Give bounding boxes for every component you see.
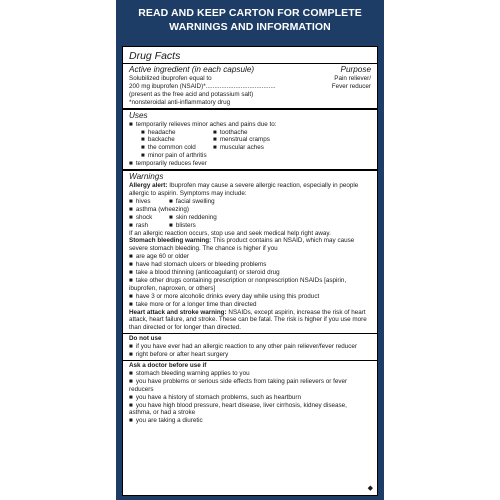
uses-fever: ■ temporarily reduces fever: [129, 160, 371, 168]
carton-banner: [116, 6, 384, 34]
list-item: ■ backache: [141, 136, 213, 144]
uses-heading: Uses: [129, 110, 148, 120]
list-item: ■ you are taking a diuretic: [129, 417, 371, 425]
active-line: Solubilized ibuprofen equal to: [129, 75, 212, 82]
banner-line-2: WARNINGS AND INFORMATION: [169, 21, 331, 33]
list-item: ■ menstrual cramps: [213, 136, 285, 144]
divider: [123, 108, 377, 110]
allergy-label: Allergy alert:: [129, 182, 168, 190]
divider: [123, 333, 377, 334]
list-item: ■ take a blood thinning (anticoagulant) or steroid drug: [129, 269, 371, 277]
purpose-line: Pain reliever/: [334, 75, 371, 82]
list-item: ■ headache: [141, 129, 213, 137]
list-item: ■ shock: [129, 214, 169, 222]
allergy-text: Ibuprofen may cause a severe allergic reaction, especially in people allergic to aspirin. Symptoms may include:: [129, 182, 359, 197]
divider: [123, 169, 377, 171]
list-item: ■ toothache: [213, 129, 285, 137]
list-item: ■ you have problems or serious side effects from taking pain relievers or fever reducers: [129, 378, 371, 394]
allergy-after: If an allergic reaction occurs, stop use and seek medical help right away.: [129, 229, 331, 237]
list-item: ■ if you have ever had an allergic reaction to any other pain reliever/fever reducer: [129, 343, 371, 351]
list-item: ■ are age 60 or older: [129, 253, 371, 261]
list-item: ■ the common cold: [141, 144, 213, 152]
divider: [123, 63, 377, 64]
list-item: ■ you have a history of stomach problems, such as heartburn: [129, 394, 371, 402]
continue-arrow-icon: ◆: [367, 485, 373, 492]
active-ingredient-heading: Active ingredient (in each capsule): [129, 65, 255, 74]
stomach-text: This product contains an NSAID, which may cause severe stomach bleeding. The chance is higher if you: [129, 237, 355, 253]
list-item: ■ muscular aches: [213, 144, 285, 152]
list-item: ■ have had stomach ulcers or bleeding problems: [129, 261, 371, 269]
list-item: ■ right before or after heart surgery: [129, 351, 371, 359]
drug-facts-panel: [122, 46, 378, 496]
list-item: ■ rash: [129, 222, 169, 230]
allergy-list: [129, 198, 371, 230]
stomach-warning: [129, 237, 371, 253]
heart-text: NSAIDs, except aspirin, increase the risk of heart attack, heart failure, and stroke. These can be fatal. The risk is higher if you use more than directed or for longer than directed.: [129, 308, 367, 332]
ask-doctor-heading: Ask a doctor before use if: [129, 362, 207, 369]
list-item: ■ hives: [129, 198, 169, 206]
uses-list: [129, 129, 371, 161]
active-line: (present as the free acid and potassium salt): [129, 90, 254, 98]
banner-line-1: READ AND KEEP CARTON FOR COMPLETE: [138, 7, 362, 19]
list-item: ■ take more or for a longer time than directed: [129, 301, 371, 309]
allergy-alert: [129, 182, 371, 198]
list-item: ■ facial swelling: [169, 198, 241, 206]
do-not-use-heading: Do not use: [129, 335, 162, 343]
active-line: *nonsteroidal anti-inflammatory drug: [129, 98, 231, 106]
purpose-heading: Purpose: [340, 65, 371, 74]
heart-warning: [129, 309, 371, 333]
active-ingredient-body: [129, 75, 371, 107]
heart-label: Heart attack and stroke warning:: [129, 308, 227, 316]
list-item: ■ minor pain of arthritis: [141, 152, 261, 160]
list-item: ■ skin reddening: [169, 214, 241, 222]
divider: [123, 360, 377, 361]
list-item: ■ asthma (wheezing): [129, 206, 371, 214]
stomach-label: Stomach bleeding warning:: [129, 237, 212, 245]
list-item: ■ stomach bleeding warning applies to you: [129, 370, 371, 378]
list-item: ■ you have high blood pressure, heart disease, liver cirrhosis, kidney disease, asthma, or had a stroke: [129, 402, 371, 418]
drug-facts-title: Drug Facts: [129, 50, 181, 62]
list-item: ■ have 3 or more alcoholic drinks every day while using this product: [129, 293, 371, 301]
list-item: ■ take other drugs containing prescription or nonprescription NSAIDs [aspirin, ibuprofen, naproxen, or others]: [129, 277, 371, 293]
list-item: ■ blisters: [169, 222, 241, 230]
active-ingredient-header: [129, 65, 371, 75]
purpose-line: Fever reducer: [331, 82, 371, 90]
active-line: 200 mg ibuprofen (NSAID)*........................................: [129, 82, 276, 90]
warnings-heading: Warnings: [129, 172, 164, 182]
uses-intro: ■ temporarily relieves minor aches and pains due to:: [129, 121, 371, 129]
